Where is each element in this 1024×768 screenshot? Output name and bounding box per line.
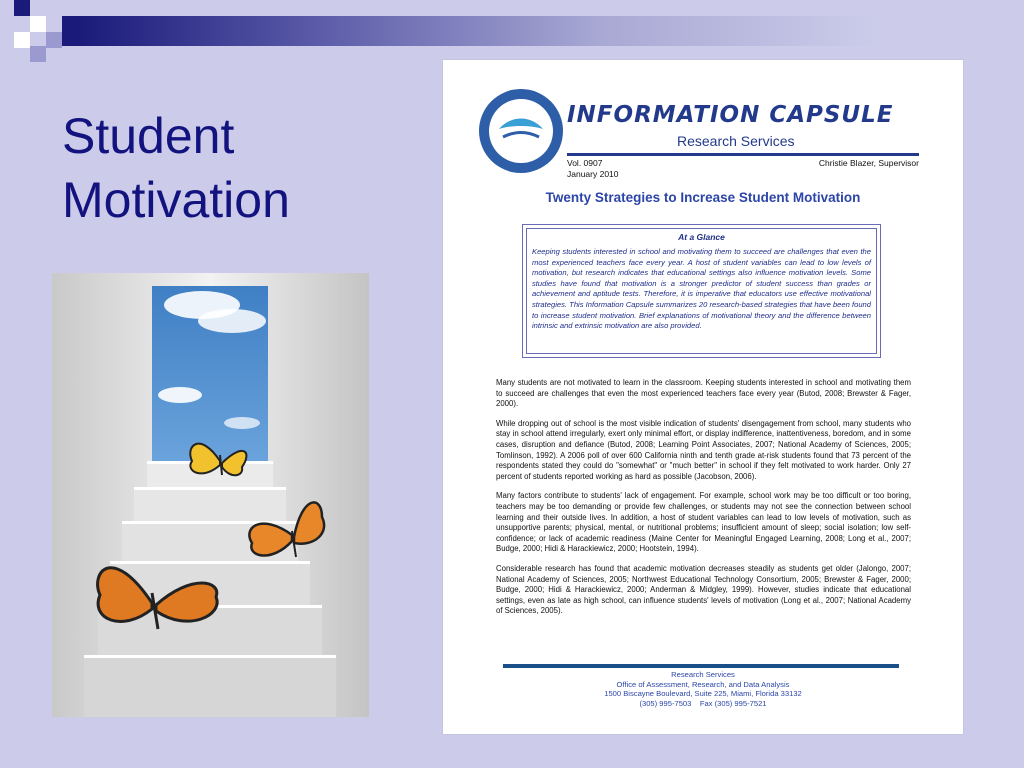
school-district-seal-icon bbox=[477, 87, 565, 175]
capsule-title: INFORMATION CAPSULE bbox=[567, 102, 894, 128]
body-paragraph: While dropping out of school is the most visible indication of students' disengagement from school, many students who stay in school attend irregularly, exert only minimal effort, or display indifference, inattentiveness, boredom, and in some cases, disruption and defiance (Butod, 2008; Learning Point Associates, 2007; National Academy of Sciences, 2005; Tomlinson, 1992). A 2006 poll of over 600 California ninth and tenth grade at-risk students found that 73 percent of the respondents stated they could do "somewhat" or "much better" in school if they felt motivated to work harder. Only 27 percent of students reported working as hard as possible (Jacobson, 2006). bbox=[496, 418, 911, 481]
issue-date: January 2010 bbox=[567, 169, 619, 179]
document-body bbox=[496, 378, 911, 626]
document-footer bbox=[443, 670, 963, 708]
header-gradient-bar bbox=[78, 16, 1024, 46]
at-a-glance-box bbox=[522, 224, 881, 358]
volume-number: Vol. 0907 bbox=[567, 158, 603, 168]
footer-line: Research Services bbox=[671, 670, 735, 679]
at-a-glance-title: At a Glance bbox=[678, 232, 725, 242]
body-paragraph: Many students are not motivated to learn in the classroom. Keeping students interested in school and motivating them to succeed are challenges that even the most experienced teachers face every year (Butod, 2008; Brewster & Fager, 2000). bbox=[496, 378, 911, 409]
volume-info bbox=[567, 158, 619, 180]
footer-line: Office of Assessment, Research, and Data Analysis bbox=[616, 679, 790, 689]
footer-divider bbox=[503, 664, 899, 668]
corner-decoration bbox=[0, 0, 80, 62]
at-a-glance-text: Keeping students interested in school and motivating them to succeed are challenges that even the most experienced teachers face every year. A host of student variables can lead to low levels of motivation, but research indicates that educational settings also influence motivation levels. Some studies have found that motivation is a stronger predictor of student success than grades or achievement and aptitude tests. Therefore, it is imperative that educators use effective motivational strategies. This Information Capsule summarizes 20 research-based strategies that have been found to increase student motivation. Brief explanations of motivational theory and the difference between intrinsic and extrinsic motivation are also provided. bbox=[532, 247, 871, 331]
footer-line: (305) 995-7503 Fax (305) 995-7521 bbox=[639, 698, 767, 708]
slide-title bbox=[62, 104, 422, 232]
body-paragraph: Many factors contribute to students' lack of engagement. For example, school work may be too difficult or too boring, teachers may be too demanding or provide few challenges, or students may not see the connection between school learning and their outside lives. In addition, a host of student variables can lead to low levels of motivation, such as unsupportive parents; physical, mental, or nutritional problems; insufficient amount of sleep; social isolation; low self-confidence; or lack of academic readiness (Maine Center for Meaningful Engaged Learning, 2008; Long et al., 2007; Budge, 2000; Hidi & Harackiewicz, 2000; Hootstein, 1994). bbox=[496, 491, 911, 554]
slide-title-line2: Motivation bbox=[62, 172, 290, 228]
header-divider bbox=[567, 153, 919, 156]
body-paragraph: Considerable research has found that academic motivation decreases steadily as students get older (Jalongo, 2007; National Academy of Sciences, 2005; Northwest Educational Technology Consortium, 2005; Brewster & Fager, 2000; Budge, 2000; Hidi & Harackiewicz, 2000; Anderman & Midgley, 1999). However, studies indicate that educational settings, even as late as high school, can influence students' levels of motivation (Long et al., 2007; National Academy of Sciences, 2005). bbox=[496, 563, 911, 616]
capsule-subtitle: Research Services bbox=[677, 133, 795, 149]
slide-title-line1: Student bbox=[62, 108, 235, 164]
information-capsule-document bbox=[443, 60, 963, 734]
supervisor-name: Christie Blazer, Supervisor bbox=[818, 158, 919, 168]
footer-line: 1500 Biscayne Boulevard, Suite 225, Miami, Florida 33132 bbox=[604, 689, 802, 699]
document-heading: Twenty Strategies to Increase Student Motivation bbox=[545, 190, 861, 205]
stairs-with-butterflies-image bbox=[52, 273, 369, 717]
